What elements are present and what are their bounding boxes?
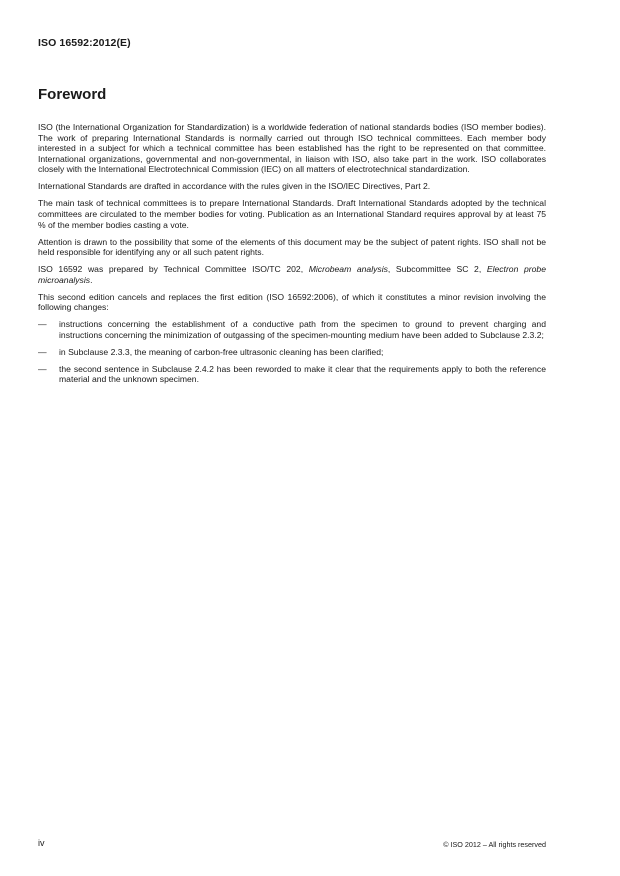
paragraph-prepared-by bbox=[38, 264, 546, 285]
paragraph-directives: International Standards are drafted in accordance with the rules given in the ISO/IEC Directives, Part 2. bbox=[38, 181, 431, 192]
list-item bbox=[38, 319, 546, 340]
paragraph-edition-note: This second edition cancels and replaces the first edition (ISO 16592:2006), of which it constitutes a minor revision involving the following changes: bbox=[38, 291, 546, 313]
prepared-by-text: ISO 16592 was prepared by Technical Committee ISO/TC 202, bbox=[38, 264, 309, 275]
copyright-notice: © ISO 2012 – All rights reserved bbox=[443, 840, 546, 849]
foreword-body bbox=[38, 122, 546, 391]
prepared-by-text-3: . bbox=[90, 274, 93, 285]
committee-name: Microbeam analysis bbox=[308, 264, 388, 275]
list-item-text: instructions concerning the establishment of a conductive path from the specimen to ground to prevent charging and instructions concerning the minimization of outgassing of the specimen-mounting medium have been added to Subclause 2.3.2; bbox=[59, 319, 546, 340]
dash-bullet: — bbox=[38, 319, 47, 330]
list-item-text: in Subclause 2.3.3, the meaning of carbon-free ultrasonic cleaning has been clarified; bbox=[59, 346, 384, 357]
list-item bbox=[38, 347, 546, 358]
dash-bullet: — bbox=[38, 363, 47, 374]
paragraph-patent-notice: Attention is drawn to the possibility that some of the elements of this document may be the subject of patent rights. ISO shall not be held responsible for identifying any or all such patent rights. bbox=[38, 236, 546, 258]
page-number: iv bbox=[38, 838, 45, 848]
dash-bullet: — bbox=[38, 346, 47, 357]
document-header: ISO 16592:2012(E) bbox=[38, 37, 131, 49]
prepared-by-text-2: , Subcommittee SC 2, bbox=[387, 264, 487, 275]
paragraph-iso-overview: ISO (the International Organization for Standardization) is a worldwide federation of national standards bodies (ISO member bodies). The work of preparing International Standards is normally carried out through ISO technical committees. Each member body interested in a subject for which a technical committee has been established has the right to be represented on that committee. International organizations, governmental and non-governmental, in liaison with ISO, also take part in the work. ISO collaborates closely with the International Electrotechnical Commission (IEC) on all matters of electrotechnical standardization. bbox=[38, 122, 546, 175]
list-item-text: the second sentence in Subclause 2.4.2 has been reworded to make it clear that the requirements apply to both the reference material and the unknown specimen. bbox=[59, 363, 546, 385]
paragraph-committee-task: The main task of technical committees is to prepare International Standards. Draft International Standards adopted by the technical committees are circulated to the member bodies for voting. Publication as an International Standard requires approval by at least 75 % of the member bodies casting a vote. bbox=[38, 198, 546, 230]
subcommittee-name: Electron probe microanalysis bbox=[38, 264, 546, 285]
changes-list bbox=[38, 319, 546, 385]
list-item bbox=[38, 364, 546, 385]
page-title: Foreword bbox=[38, 86, 107, 103]
